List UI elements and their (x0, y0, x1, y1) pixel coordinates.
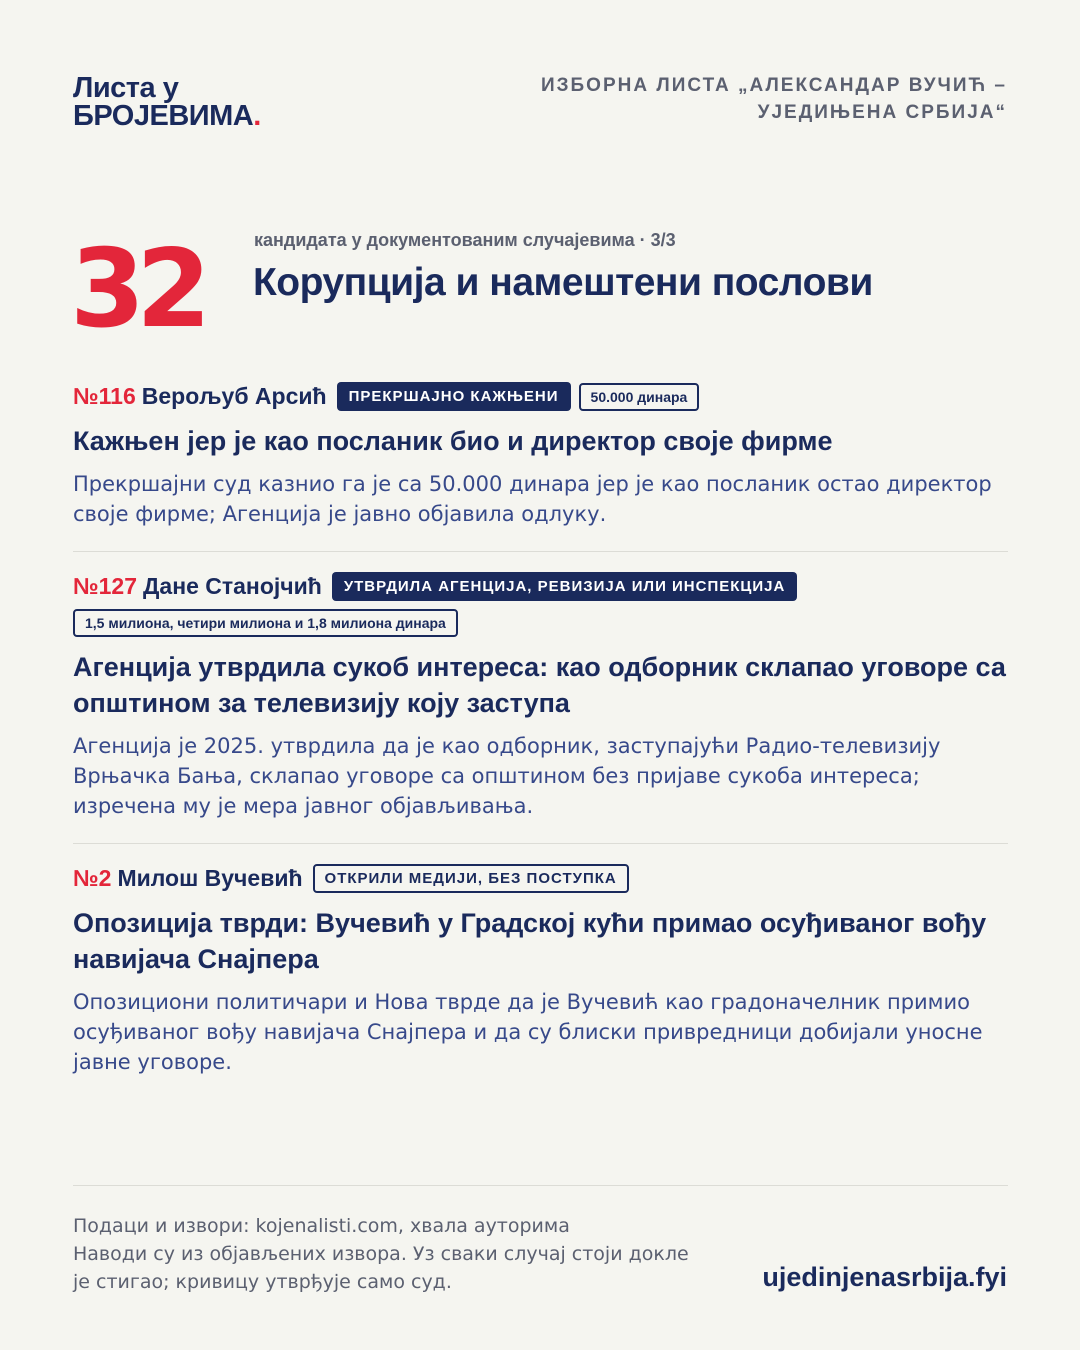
candidate-number: №116 (73, 383, 136, 409)
amount-badge: 50.000 динара (579, 383, 700, 411)
footer-divider (73, 1185, 1008, 1186)
entry-header (73, 382, 1008, 411)
hero-subtitle: кандидата у документованим случајевима · 3/3 (254, 230, 676, 250)
logo-line2: БРОЈЕВИМА. (73, 100, 261, 132)
site-link[interactable]: ujedinjenasrbija.fyi (762, 1262, 1007, 1292)
footer-disclaimer: Наводи су из објављених извора. Уз сваки случај стоји докле је стигао; кривицу утврђује само суд. (73, 1243, 689, 1293)
entry-headline: Агенција утврдила сукоб интереса: као одборник склапао уговоре са општином за телевизију коју заступа (73, 652, 1006, 718)
list-name: ИЗБОРНА ЛИСТА „АЛЕКСАНДАР ВУЧИЋ – УЈЕДИЊЕНА СРБИЈА“ (540, 75, 1007, 123)
entry-summary: Агенција је 2025. утврдила да је као одборник, заступајући Радио-телевизију Врњачка Бања, склапао уговоре са општином без пријаве сукоба интереса; изречена му је мера јавног објављивања. (73, 734, 941, 818)
entry-summary: Опозициони политичари и Нова тврде да је Вучевић као градоначелник примио осуђиваног вођу навијача Снајпера и да су блиски привредници добијали уносне јавне уговоре. (73, 990, 983, 1074)
entry (73, 382, 1008, 551)
logo (73, 74, 261, 130)
entry-summary: Прекршајни суд казнио га је са 50.000 динара јер је као посланик остао директор своје фирме; Агенција је јавно објавила одлуку. (73, 472, 992, 526)
amount-badge: 1,5 милиона, четири милиона и 1,8 милиона динара (73, 609, 458, 637)
candidate-number: №2 (73, 865, 112, 891)
candidate-name: Дане Станојчић (143, 573, 322, 599)
entry-header (73, 572, 1008, 637)
candidate-number: №127 (73, 573, 138, 599)
entries-list (73, 382, 1008, 1099)
entry-header (73, 864, 1008, 893)
logo-dot: . (253, 100, 261, 132)
entry-headline: Кажњен јер је као посланик био и директор своје фирме (73, 426, 833, 456)
status-badge: ПРЕКРШАЈНО КАЖЊЕНИ (337, 382, 571, 411)
footer-sources-line: Подаци и извори: kojenalisti.com, хвала ауторима (73, 1215, 570, 1237)
entry (73, 551, 1008, 843)
status-badge: УТВРДИЛА АГЕНЦИЈА, РЕВИЗИЈА ИЛИ ИНСПЕКЦИЈА (332, 572, 798, 601)
hero-number: 32 (70, 227, 203, 352)
status-badge: ОТКРИЛИ МЕДИЈИ, БЕЗ ПОСТУПКА (313, 864, 629, 893)
candidate-name: Верољуб Арсић (141, 383, 327, 409)
logo-line1: Листа у (73, 72, 179, 104)
entry-headline: Опозиција тврди: Вучевић у Градској кући примао осуђиваног вођу навијача Снајпера (73, 908, 987, 974)
hero-title: Корупција и намештени послови (253, 261, 873, 304)
footer-sources (73, 1212, 693, 1296)
entry (73, 843, 1008, 1099)
candidate-name: Милош Вучевић (117, 865, 303, 891)
